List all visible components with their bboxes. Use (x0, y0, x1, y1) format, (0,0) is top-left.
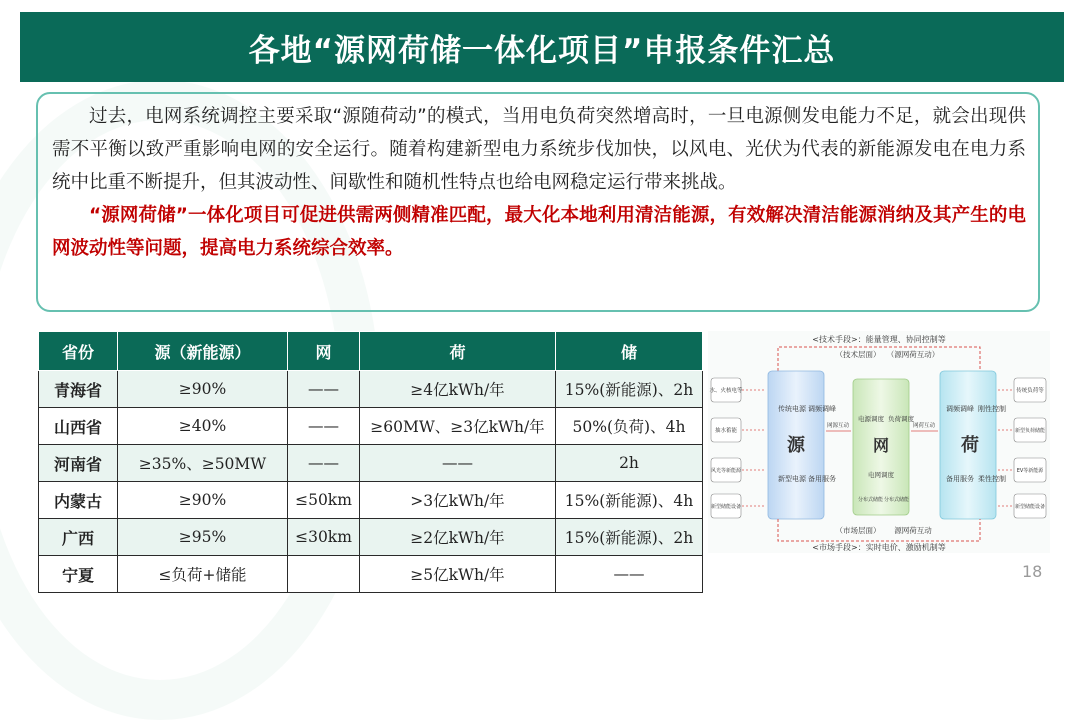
grid-text: 分布式储能 (884, 497, 910, 503)
grid-text: 电源调度 (858, 415, 884, 423)
svg-text:抽水蓄能: 抽水蓄能 (714, 428, 738, 434)
intro-highlight: “源网荷储”一体化项目可促进供需两侧精准匹配，最大化本地利用清洁能源，有效解决清洁能源消纳及其产生的电网波动性等问题，提高电力系统综合效率。 (52, 205, 1026, 259)
header-storage: 储 (556, 332, 703, 371)
cell-grid: —— (288, 445, 360, 482)
load-text: 备用服务 (946, 475, 974, 483)
header-load: 荷 (360, 332, 556, 371)
cell-province: 广西 (39, 519, 118, 556)
load-label: 荷 (961, 435, 979, 456)
intro-box (36, 92, 1040, 312)
cell-source: ≥95% (118, 519, 288, 556)
table-row (39, 519, 703, 556)
svg-text:传统负荷等: 传统负荷等 (1016, 388, 1044, 394)
table-row (39, 408, 703, 445)
source-text: 备用服务 (808, 475, 836, 483)
svg-text:新型储能设备: 新型储能设备 (1014, 504, 1046, 510)
cell-load: >3亿kWh/年 (360, 482, 556, 519)
source-label: 源 (787, 435, 805, 456)
cell-storage: —— (556, 556, 703, 593)
title-banner (20, 12, 1064, 82)
load-text: 调频调峰 (946, 405, 974, 413)
page-number: 18 (1022, 562, 1043, 581)
cell-load: ≥5亿kWh/年 (360, 556, 556, 593)
diagram-top-text: （源网荷互动） (886, 350, 940, 359)
cell-grid: —— (288, 408, 360, 445)
header-grid: 网 (288, 332, 360, 371)
cell-source: ≤负荷+储能 (118, 556, 288, 593)
source-text: 调频调峰 (808, 405, 836, 413)
cell-source: ≥90% (118, 482, 288, 519)
source-text: 新型电源 (778, 475, 806, 483)
grid-text: 电网调度 (868, 471, 894, 479)
cell-province: 青海省 (39, 371, 118, 408)
cell-province: 宁夏 (39, 556, 118, 593)
cell-grid: —— (288, 371, 360, 408)
intro-paragraph: 过去，电网系统调控主要采取“源随荷动”的模式，当用电负荷突然增高时，一旦电源侧发电能力不足，就会出现供需不平衡以致严重影响电网的安全运行。随着构建新型电力系统步伐加快，以风电、光伏为代表的新能源发电在电力系统中比重不断提升，但其波动性、间歇性和随机性特点也给电网稳定运行带来挑战。 (52, 106, 1026, 193)
cell-province: 山西省 (39, 408, 118, 445)
grid-label: 网 (872, 436, 890, 455)
svg-text:风光等新能源: 风光等新能源 (710, 468, 742, 474)
table-row (39, 371, 703, 408)
table-header-row (39, 332, 703, 371)
diagram-bottom-text: （市场层面） (835, 526, 881, 535)
cell-storage: 15%(新能源)、2h (556, 371, 703, 408)
table-row (39, 482, 703, 519)
cell-source: ≥90% (118, 371, 288, 408)
diagram-bottom-text: 源网荷互动 (894, 526, 932, 535)
grid-text: 负荷调度 (888, 415, 914, 423)
cell-source: ≥35%、≥50MW (118, 445, 288, 482)
source-grid-load-diagram (708, 331, 1050, 553)
cell-province: 内蒙古 (39, 482, 118, 519)
diagram-top-text: <技术手段>：能量管理、协同控制等 (812, 335, 946, 344)
header-province: 省份 (39, 332, 118, 371)
load-text: 刚性控制 (978, 405, 1006, 413)
svg-text:水、火核电等: 水、火核电等 (709, 388, 743, 394)
svg-text:新型储能设备: 新型储能设备 (710, 504, 742, 510)
svg-text:EV等新能源: EV等新能源 (1016, 468, 1044, 474)
source-text: 传统电源 (778, 405, 806, 413)
page-title: 各地“源网荷储一体化项目”申报条件汇总 (248, 32, 836, 69)
arrow-label: 网源互动 (826, 423, 850, 429)
cell-load: ≥60MW、≥3亿kWh/年 (360, 408, 556, 445)
cell-province: 河南省 (39, 445, 118, 482)
conditions-table (38, 331, 703, 593)
cell-storage: 15%(新能源)、4h (556, 482, 703, 519)
cell-load: ≥2亿kWh/年 (360, 519, 556, 556)
cell-load: —— (360, 445, 556, 482)
cell-storage: 50%(负荷)、4h (556, 408, 703, 445)
cell-grid: ≤30km (288, 519, 360, 556)
header-source: 源（新能源） (118, 332, 288, 371)
grid-text: 分布式储能 (858, 497, 884, 503)
cell-grid (288, 556, 360, 593)
cell-source: ≥40% (118, 408, 288, 445)
cell-storage: 15%(新能源)、2h (556, 519, 703, 556)
cell-grid: ≤50km (288, 482, 360, 519)
diagram-top-text: （技术层面） (835, 350, 881, 359)
svg-text:新型负荷储能: 新型负荷储能 (1014, 428, 1046, 434)
diagram-bottom-text: <市场手段>：实时电价、激励机制等 (812, 543, 946, 552)
table-row (39, 445, 703, 482)
table-row (39, 556, 703, 593)
load-text: 柔性控制 (978, 475, 1006, 483)
cell-load: ≥4亿kWh/年 (360, 371, 556, 408)
cell-storage: 2h (556, 445, 703, 482)
arrow-label: 网荷互动 (912, 423, 936, 429)
